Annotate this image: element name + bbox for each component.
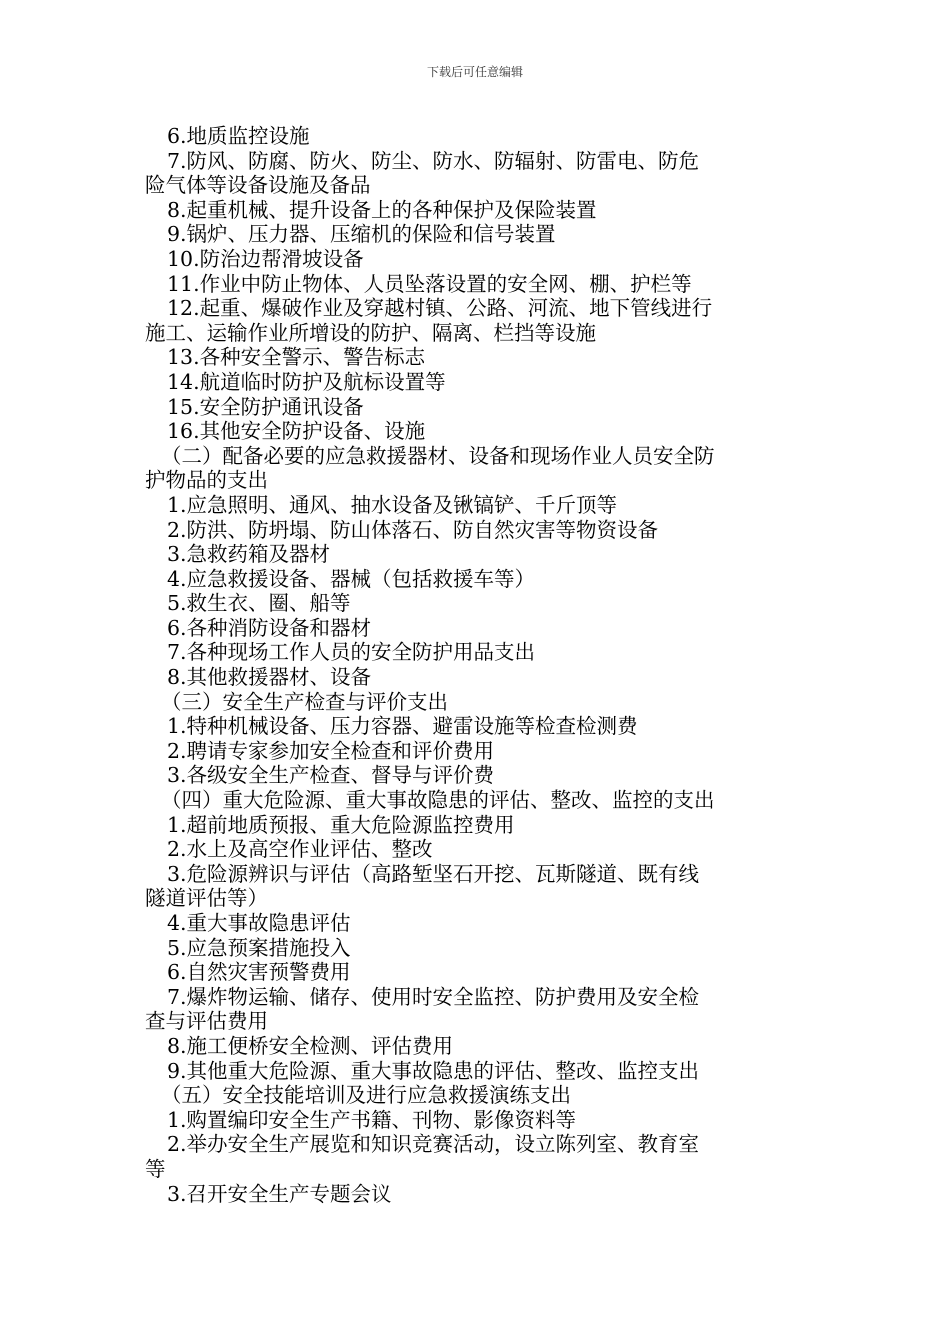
text-line: （五）安全技能培训及进行应急救援演练支出 xyxy=(161,1083,571,1108)
text-line: 1.应急照明、通风、抽水设备及锹镐铲、千斤顶等 xyxy=(167,492,618,517)
text-line: 6.地质监控设施 xyxy=(167,124,310,148)
text-line: 2.举办安全生产展览和知识竞赛活动，设立陈列室、教育室 xyxy=(167,1132,700,1157)
text-line: 14.航道临时防护及航标设置等 xyxy=(167,369,446,394)
text-line: 3.各级安全生产检查、督导与评价费 xyxy=(167,763,495,788)
text-line: 6.各种消防设备和器材 xyxy=(167,615,372,640)
text-line: 7.各种现场工作人员的安全防护用品支出 xyxy=(167,640,536,665)
text-line: 隧道评估等） xyxy=(145,886,268,911)
text-line: 等 xyxy=(145,1156,166,1181)
text-line: 5.救生衣、圈、船等 xyxy=(167,591,351,616)
text-line: （二）配备必要的应急救援器材、设备和现场作业人员安全防 xyxy=(161,443,715,468)
text-line: 4.应急救援设备、器械（包括救援车等） xyxy=(167,566,536,591)
text-line: 7.爆炸物运输、储存、使用时安全监控、防护费用及安全检 xyxy=(167,984,700,1009)
text-line: 8.起重机械、提升设备上的各种保护及保险装置 xyxy=(167,197,597,222)
text-line: 1.特种机械设备、压力容器、避雷设施等检查检测费 xyxy=(167,714,638,739)
text-line: 16.其他安全防护设备、设施 xyxy=(167,419,426,444)
text-line: 1.购置编印安全生产书籍、刊物、影像资料等 xyxy=(167,1107,577,1132)
text-line: 险气体等设备设施及备品 xyxy=(145,173,371,198)
text-line: （四）重大危险源、重大事故隐患的评估、整改、监控的支出 xyxy=(161,788,715,813)
text-line: 6.自然灾害预警费用 xyxy=(167,960,351,985)
text-line: （三）安全生产检查与评价支出 xyxy=(161,689,448,714)
text-line: 5.应急预案措施投入 xyxy=(167,935,351,960)
text-line: 12.起重、爆破作业及穿越村镇、公路、河流、地下管线进行 xyxy=(167,296,713,321)
document-body xyxy=(145,124,805,1206)
text-line: 10.防治边帮滑坡设备 xyxy=(167,246,364,271)
text-line: 2.聘请专家参加安全检查和评价费用 xyxy=(167,738,495,763)
text-line: 查与评估费用 xyxy=(145,1009,268,1034)
text-line: 3.急救药箱及器材 xyxy=(167,542,331,567)
text-line: 1.超前地质预报、重大危险源监控费用 xyxy=(167,812,515,837)
text-line: 9.其他重大危险源、重大事故隐患的评估、整改、监控支出 xyxy=(167,1058,700,1083)
text-line: 8.其他救援器材、设备 xyxy=(167,665,372,690)
page-header-note: 下载后可任意编辑 xyxy=(426,65,523,79)
text-line: 施工、运输作业所增设的防护、隔离、栏挡等设施 xyxy=(145,320,596,345)
text-line: 3.危险源辨识与评估（高路堑坚石开挖、瓦斯隧道、既有线 xyxy=(167,861,700,886)
text-line: 13.各种安全警示、警告标志 xyxy=(167,345,426,370)
text-line: 2.水上及高空作业评估、整改 xyxy=(167,837,433,862)
text-line: 护物品的支出 xyxy=(145,468,268,493)
text-line: 9.锅炉、压力器、压缩机的保险和信号装置 xyxy=(167,222,556,247)
text-line: 7.防风、防腐、防火、防尘、防水、防辐射、防雷电、防危 xyxy=(167,148,700,173)
text-line: 8.施工便桥安全检测、评估费用 xyxy=(167,1033,454,1058)
text-line: 2.防洪、防坍塌、防山体落石、防自然灾害等物资设备 xyxy=(167,517,659,542)
text-line: 11.作业中防止物体、人员坠落设置的安全网、棚、护栏等 xyxy=(167,271,692,296)
text-line: 3.召开安全生产专题会议 xyxy=(167,1181,392,1206)
text-line: 4.重大事故隐患评估 xyxy=(167,911,351,935)
text-line: 15.安全防护通讯设备 xyxy=(167,394,364,419)
